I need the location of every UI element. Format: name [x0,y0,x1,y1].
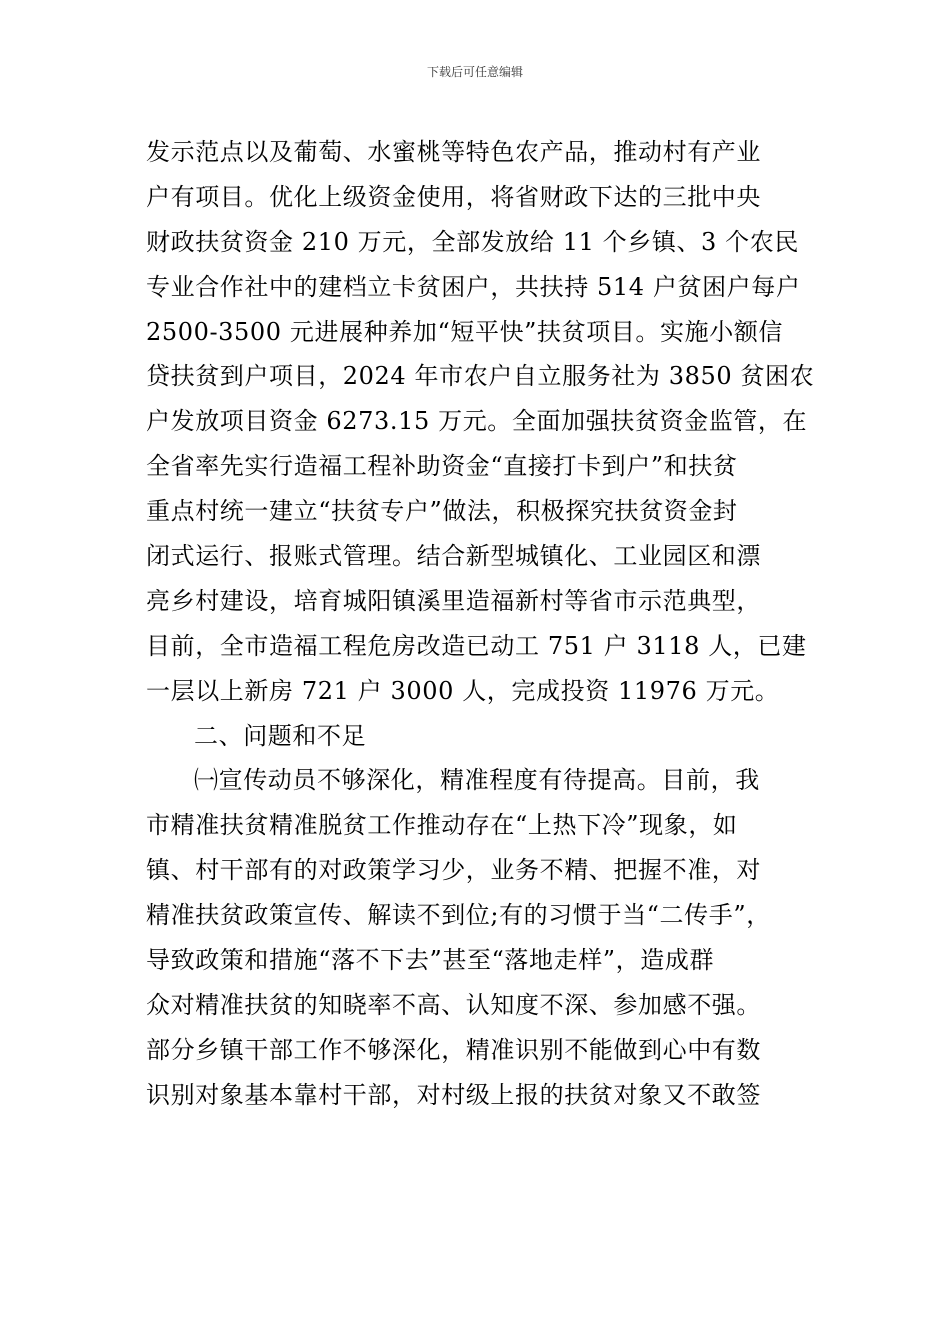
text-line: 一层以上新房 721 户 3000 人，完成投资 11976 万元。 [146,676,780,705]
text-line: 部分乡镇干部工作不够深化，精准识别不能做到心中有数 [146,1035,761,1064]
text-line: 发示范点以及葡萄、水蜜桃等特色农产品，推动村有产业 [146,138,761,166]
text-line: 财政扶贫资金 210 万元，全部发放给 11 个乡镇、3 个农民 [146,227,799,256]
text-line: 专业合作社中的建档立卡贫困户，共扶持 514 户贫困户每户 [146,272,801,301]
paragraph-start: ㈠宣传动员不够深化，精准程度有待提高。目前，我 [194,766,760,795]
page-header: 下载后可任意编辑 [426,65,523,79]
text-line: 闭式运行、报账式管理。结合新型城镇化、工业园区和漂 [146,542,761,571]
text-line: 重点村统一建立“扶贫专户”做法，积极探究扶贫资金封 [146,497,738,526]
text-line: 识别对象基本靠村干部，对村级上报的扶贫对象又不敢签 [146,1080,761,1109]
text-line: 精准扶贫政策宣传、解读不到位;有的习惯于当“二传手”， [146,901,771,930]
text-line: 导致政策和措施“落不下去”甚至“落地走样”，造成群 [146,946,715,975]
text-line: 镇、村干部有的对政策学习少，业务不精、把握不准，对 [146,856,761,885]
text-line: 市精准扶贫精准脱贫工作推动存在“上热下冷”现象，如 [146,811,738,840]
text-line: 户发放项目资金 6273.15 万元。全面加强扶贫资金监管，在 [146,407,808,436]
text-line: 目前，全市造福工程危房改造已动工 751 户 3118 人，已建 [146,631,807,660]
document-body [146,130,816,1118]
text-line: 户有项目。优化上级资金使用，将省财政下达的三批中央 [146,182,761,211]
text-line: 2500-3500 元进展种养加“短平快”扶贫项目。实施小额信 [146,317,784,346]
text-line: 贷扶贫到户项目，2024 年市农户自立服务社为 3850 贫困农 [146,362,815,391]
section-heading: 二、问题和不足 [194,721,367,750]
text-line: 亮乡村建设，培育城阳镇溪里造福新村等省市示范典型， [146,586,761,615]
text-line: 众对精准扶贫的知晓率不高、认知度不深、参加感不强。 [146,990,761,1019]
text-line: 全省率先实行造福工程补助资金“直接打卡到户”和扶贫 [146,452,738,481]
